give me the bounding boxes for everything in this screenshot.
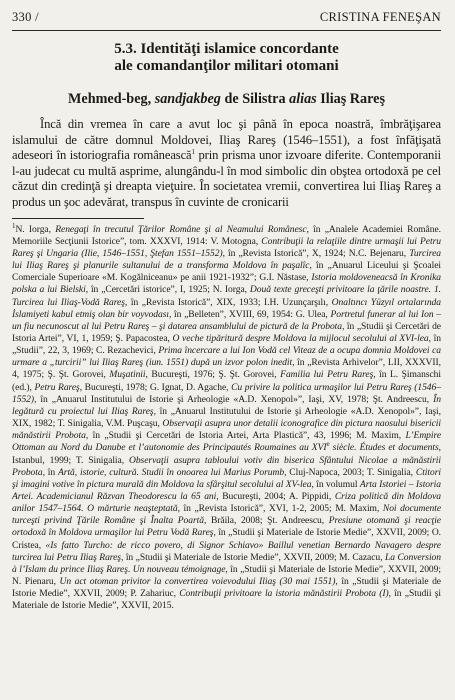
footnote-title-segment: Portretul funerar al lui Ion – un fiu necunoscut al lui Petru Rareş – şi datarea ansamblului de pictură de la Probota — [12, 308, 442, 332]
footnote-text-segment: , în „Studii”, 22, 3, 1969; C. Rezachevici, — [12, 332, 441, 357]
footnote-title-segment: Arta Istoriei – Istoria Artei. Academicianul Răzvan Theodorescu la 65 ani — [12, 478, 442, 502]
footnote-title-segment: O veche tipăritură despre Moldova la mijlocul secolului al XVI-lea — [172, 332, 429, 344]
footnote-title-segment: Petru Rareş — [34, 381, 80, 393]
footnote-text-segment: , în „Revista Istorică”, X, 1924; N.C. Bejenaru, — [222, 247, 410, 259]
footnote-title-segment: Două texte greceşti privitoare la ţările noastre. 1. Turcirea lui Iliaş-Vodă Rareş — [12, 284, 442, 308]
footnote-title-segment: Artă, istorie, cultură. Studii în onoarea lui Marius Porumb — [58, 466, 285, 478]
footnote-text-segment: , în „Studii şi Cercetări de Istoria Artei, Arta Plastică”, 43, 1996; M. Maxim, — [85, 430, 406, 442]
footnote-text-segment: , în „Studii şi Materiale de Istorie Medie”, XXVII, 2009; P. Zahariuc, — [12, 576, 441, 600]
footnote-text-segment: , în „Revista Istorică”, XVI, 1-2, 2005; M. Maxim, — [177, 503, 383, 515]
footnote-title-segment: Istoria moldoveneacsă în Kronika polska a lui Bielski — [12, 272, 441, 296]
footnote-title-segment: Noi documente turceşti privind Ţările Române şi Înalta Poartă — [12, 503, 442, 527]
section-heading-part-5: Iliaş Rareş — [316, 91, 385, 107]
footnote-text-segment: , în „Revista Arhivelor”, LII, XXXVII, 4, 1975; Ş. Şt. Gorovei, — [12, 357, 441, 381]
footnote-title-segment: La Conversion à l’Islam du prince Iliaş Rareş — [12, 551, 441, 575]
footnote-reference[interactable]: 1 — [191, 148, 195, 156]
section-heading-part-3: de Silistra — [220, 91, 290, 107]
footnote-text-segment: N. Iorga, — [15, 223, 56, 235]
section-heading-part-1: Mehmed-beg, — [68, 91, 155, 107]
footnote-text-segment: , în „Studii şi Materiale de Istorie Medie”, XXVII, 2009; M. Cazacu, — [120, 551, 385, 563]
footnote-text-segment: , în „Belleten”, XVIII, 69, 1954: G. Ulea, — [169, 308, 331, 320]
footnote-text-segment: , în „Studii şi Materiale de Istorie Medie”, XXVII, 2009; N. Pienaru, — [12, 563, 441, 588]
header-rule — [12, 30, 441, 31]
footnote-title-segment: Presiune otomană şi reacţie ortodoxă în Moldova urmaşilor lui Petru Vodă Rareş — [12, 515, 441, 539]
footnote-title-segment: Prima încercare a lui Ion Vodă cel Viteaz de a ocupa domnia Moldovei ca urmare a „turcirii” lui Iliaş Rareş (iun. 1551) după un izvor polon inedit — [12, 345, 441, 369]
chapter-title-line-2: ale comandanţilor militari otomani — [114, 58, 339, 74]
footnote-text-segment: , în „Analele Academiei Române. Memoriile Secţiunii Istorice”, tom. XXXVI, 1914: V. Motogna, — [12, 223, 441, 247]
footnote-title-segment: Contribuţii la relaţiile dintre urmaşii lui Petru Rareş şi Ungaria (Ilie, 1546–1551, Ştefan 1551–1552) — [12, 235, 441, 259]
footnote-title-segment: Turcirea lui Iliaş Rareş şi planurile sultanului de a transforma Moldova în paşalîc — [12, 247, 441, 272]
footnote-text-segment: , în volumul — [311, 478, 360, 490]
page-number: 330 / — [12, 10, 39, 24]
footnote-title-segment: L’Empire Ottoman au Nord du Danube et l’autonomie des Principautés Roumaines au XVI — [12, 430, 442, 454]
footnote-text-segment: , în „Revista Istorică”, XIX, 1933; I.H. Uzunçarşılı, — [124, 296, 332, 308]
footnote-text-segment: , Istanbul, 1999; T. Sinigalia, — [12, 442, 441, 466]
body-text-start: Încă din vremea în care a avut loc şi până în epoca noastră, îmbrăţişarea islamului de către domnul Moldovei, Iliaş Rareş (1546–1551), a fost înfăţişată adeseori în istoriografia românească — [12, 117, 441, 163]
footnote-title-segment: Familia lui Petru Rareş — [280, 369, 374, 381]
footnote-title-segment: Cu privire la politica urmaşilor lui Petru Rareş (1546–1552) — [12, 381, 441, 405]
body-text-end: prin prisma unor izvoare diferite. Contemporanii l-au judecat cu multă asprime, alungându-l în mod simbolic din obştea ortodoxă pe cel căzut din credinţă şi dreapta vieţuire. În societatea vremii, convertirea lui Iliaş Rareş a produs un şoc adevărat, transpus în cuvinte de cronicarii — [12, 148, 441, 209]
footnote-title-segment: Criza politică din Moldova anilor 1547–1564. O mărturie neaşteptată — [12, 491, 441, 515]
footnote-marker: 1 — [12, 221, 16, 230]
footnote-text-segment: , Brăila, 2008; Şt. Andreescu, — [203, 515, 329, 527]
footnote-title-segment: Un act otoman privitor la convertirea voievodului Iliaş (30 mai 1551) — [59, 576, 336, 588]
footnote-text-segment: , în „Studii şi Cercetări de Istoria Artei”, VI, 1, 1959; Ş. Papacostea, — [12, 320, 441, 344]
chapter-title-line-1: 5.3. Identităţi islamice concordante — [114, 41, 339, 57]
footnote-text-segment: , Bucureşti, 1978; G. Ignat, D. Agache, — [79, 381, 232, 393]
footnote-text-segment: , în „Anuarul Institutului de Istorie şi Arheologie «A.D. Xenopol»”, Iaşi, XIX, 1982; T. Sinigalia, V.M. Puşcaşu, — [12, 405, 441, 430]
footnote-rule — [12, 218, 144, 219]
section-heading-alias: alias — [289, 91, 317, 107]
footnote-title-segment: În legătură cu proiectul lui Iliaş Rareş — [12, 393, 441, 417]
footnote-text-segment: , Bucureşti, 2004; A. Pippidi, — [216, 491, 335, 502]
footnote-text-segment: , în „Cercetări istorice”, I, 1925; N. Iorga, — [85, 284, 250, 296]
footnote-text-segment: , în „Studii şi Materiale de Istorie Medie”, XXVII, 2009; O. Cristea, — [12, 527, 442, 551]
footnote-1 — [12, 221, 442, 613]
footnote-title-segment: e — [326, 440, 330, 449]
footnote-text-segment: , în „Anuarul Liceului şi Şcoalei Comerciale Superioare «M. Kogălniceanu» pe anii 1921-1932”; G.I. Năstase, — [12, 260, 441, 284]
footnote-text-segment: , Cluj-Napoca, 2003; T. Sinigalia, — [284, 466, 416, 478]
footnote-title-segment: Observaţii asupra unor detalii iconografice din pictura naosului bisericii mănăstirii Probota — [12, 418, 442, 442]
running-author: CRISTINA FENEŞAN — [319, 10, 441, 24]
section-heading-sandjakbeg: sandjakbeg — [154, 91, 221, 107]
running-header — [12, 10, 441, 28]
footnote-text-segment: . — [127, 563, 133, 575]
footnote-title-segment: Ctitori şi imagini votive în pictura murală din Moldova la sfârşitul secolului al XV-lea — [12, 466, 441, 490]
footnote-text-segment: , Bucureşti, 1976; Ş. Şt. Gorovei, — [145, 369, 281, 381]
section-heading — [12, 91, 441, 107]
body-paragraph — [12, 117, 441, 211]
footnote-text-segment: , în „Studii şi Materiale de Istorie Medie”, XXVII, 2015. — [12, 588, 441, 612]
chapter-title — [12, 41, 441, 75]
footnote-title-segment: «Is fatto Turcho: de ricco povero, di Signor Schiavo» Baillul venetian Bernardo Navagero despre turcirea lui Petru Iliaş Rareş — [12, 539, 441, 563]
footnote-title-segment: Onaltıncı Yüzyıl ortalarında İslamiyeti kabul etmiş olan bir voyvodası — [12, 296, 441, 320]
footnote-title-segment: Renegaţi în trecutul Ţărilor Române şi al Neamului Românesc — [55, 223, 307, 235]
footnote-text-segment: , în L. Şimanschi (ed.), — [12, 369, 441, 393]
footnote-title-segment: Contribuţii privitoare la istoria mănăstirii Probota (I) — [179, 588, 389, 600]
footnote-text-segment: , în — [42, 466, 58, 478]
footnote-title-segment: Un nouveau témoignage — [132, 563, 226, 575]
footnote-title-segment: Muşatinii — [109, 369, 146, 381]
footnote-title-segment: Observaţii asupra tabloului votiv din biserica Sfântului Nicolae a mănăstirii Probota — [12, 454, 441, 478]
footnote-title-segment: siècle. Études et documents — [329, 442, 439, 454]
footnote-text-segment: , în „Anuarul Institutului de Istorie şi Arheologie «A.D. Xenopol»”, Iaşi, XV, 1978; Şt. Andreescu, — [34, 393, 434, 405]
